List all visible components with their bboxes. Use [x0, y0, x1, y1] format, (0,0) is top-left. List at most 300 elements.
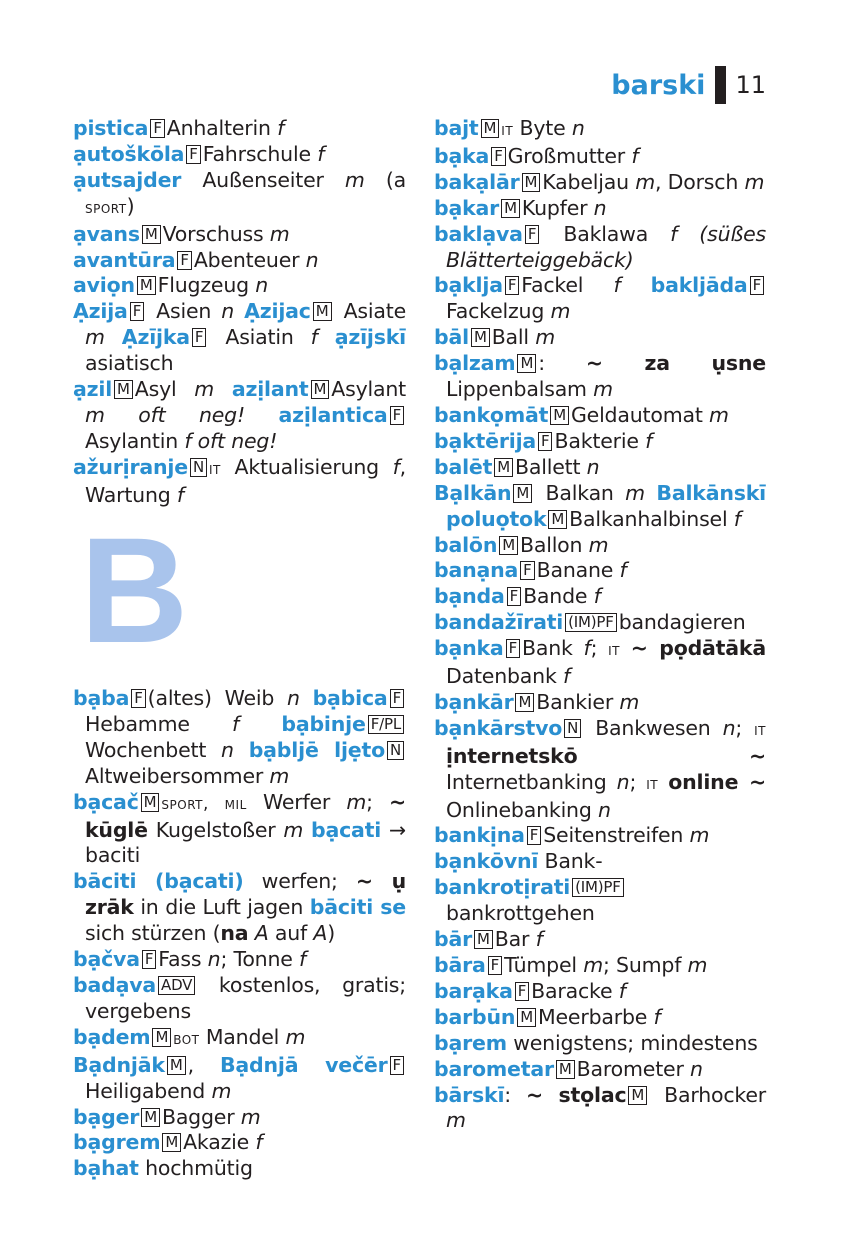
definition-text — [245, 403, 279, 427]
grammar-label: n — [593, 195, 607, 220]
definition-text: Balkan — [534, 480, 626, 505]
definition-text: Mandel — [199, 1024, 286, 1049]
definition-text: Asylant — [331, 377, 406, 402]
grammar-label: m — [593, 377, 613, 402]
definition-text: Datenbank — [446, 664, 563, 689]
dictionary-entry — [434, 1083, 766, 1135]
dictionary-entry — [73, 248, 406, 274]
definition-text: (altes) Weib — [147, 686, 287, 710]
part-of-speech-box: M — [471, 328, 490, 347]
definition-text: Anhalterin — [166, 116, 278, 140]
dictionary-entry — [434, 849, 766, 875]
definition-text: kostenlos, gratis; vergebens — [85, 972, 406, 1023]
grammar-label: m — [550, 299, 571, 324]
dictionary-entry — [73, 869, 406, 947]
definition-text — [234, 738, 249, 762]
left-column-b-entries — [73, 686, 406, 1182]
part-of-speech-box: F — [488, 956, 502, 975]
grammar-label: f — [176, 482, 184, 507]
headword: bạhat — [73, 1156, 139, 1181]
definition-text: ; — [629, 769, 647, 794]
subject-label: it — [209, 458, 221, 479]
headword: bạnkōvnī — [434, 849, 539, 874]
part-of-speech-box: F — [520, 561, 534, 580]
definition-text: Asylantin — [85, 428, 185, 453]
headword: bankrotịrati — [434, 875, 571, 900]
headword: ạzījskī — [334, 325, 406, 350]
subject-label: sport — [85, 197, 127, 218]
grammar-label: f — [733, 506, 741, 531]
definition-text: Kugelstoßer — [147, 817, 284, 842]
headword: bạklja — [434, 273, 503, 298]
headword: bạkar — [434, 195, 500, 220]
part-of-speech-box: F — [507, 587, 521, 606]
part-of-speech-box: F — [506, 639, 520, 658]
definition-text: bandagieren — [618, 610, 746, 635]
dictionary-entry — [434, 823, 766, 849]
definition-text: Internetbanking — [446, 769, 617, 794]
grammar-label: n — [286, 686, 300, 710]
grammar-label: m — [211, 1078, 232, 1103]
definition-text: Balkanhalbinsel — [569, 506, 734, 531]
headword: balōn — [434, 532, 498, 557]
headword: bāra — [434, 953, 486, 977]
definition-text: Asiate — [333, 299, 406, 324]
part-of-speech-box: F — [390, 406, 404, 425]
headword: Ạzījka — [121, 325, 190, 350]
headword: badạva — [73, 972, 157, 997]
definition-text: Barhocker — [649, 1082, 766, 1107]
part-of-speech-box: F — [525, 225, 539, 244]
part-of-speech-box: F — [390, 1056, 404, 1075]
definition-text: Bank — [522, 636, 584, 661]
headword: ạutoškōla — [73, 141, 185, 166]
definition-text: ; Tonne — [220, 947, 299, 972]
header-divider — [715, 66, 721, 104]
grammar-label: n — [221, 299, 235, 324]
grammar-label: f — [310, 325, 318, 350]
definition-text: Seitenstreifen — [543, 823, 690, 848]
grammar-label: m — [283, 817, 304, 842]
part-of-speech-box: F — [186, 145, 200, 164]
headword: bạnkār — [434, 689, 514, 714]
grammar-label: m — [269, 763, 290, 788]
headword: ạutsajder — [73, 167, 182, 192]
definition-text: : — [504, 1082, 526, 1107]
phrase: online ~ — [668, 769, 766, 794]
dictionary-entry — [434, 1031, 766, 1057]
grammar-label: m — [588, 532, 609, 557]
definition-text: Großmutter — [507, 143, 632, 168]
definition-text: Bar — [494, 927, 536, 952]
grammar-label: A — [254, 921, 269, 946]
definition-text: Bankier — [536, 689, 620, 714]
headword: Bạdnjāk — [73, 1052, 165, 1077]
grammar-label: m — [625, 480, 645, 505]
grammar-label: m — [240, 1104, 261, 1129]
definition-text: in die Luft jagen — [133, 895, 310, 920]
part-of-speech-box: F — [131, 689, 145, 708]
definition-text: Ballett — [515, 454, 587, 479]
dictionary-entry — [73, 142, 406, 168]
phrase: ~ kūglē — [85, 789, 406, 842]
definition-text: Fass — [158, 947, 208, 972]
headword: bajt — [434, 116, 479, 140]
dictionary-entry — [73, 1053, 406, 1105]
headword: bāciti se — [309, 895, 406, 920]
dictionary-entry — [434, 273, 766, 325]
dictionary-entry — [434, 116, 766, 144]
grammar-label: n — [207, 947, 221, 972]
definition-text: Wochenbett — [85, 737, 222, 762]
part-of-speech-box: (IM)PF — [572, 878, 624, 897]
dictionary-entry — [73, 1105, 406, 1131]
grammar-label: f — [583, 636, 591, 661]
part-of-speech-box: M — [499, 536, 518, 555]
part-of-speech-box: M — [137, 276, 156, 295]
dictionary-entry — [434, 953, 766, 979]
part-of-speech-box: M — [522, 173, 541, 192]
headword: ạvans — [73, 221, 140, 246]
definition-text: hochmütig — [138, 1156, 253, 1181]
dictionary-entry — [434, 403, 766, 429]
headword: bạger — [73, 1104, 140, 1129]
part-of-speech-box: M — [550, 406, 569, 425]
part-of-speech-box: M — [517, 354, 536, 373]
grammar-label: n — [305, 247, 319, 272]
right-column-entries — [434, 116, 766, 1134]
grammar-label: m — [346, 789, 367, 814]
grammar-label: m — [85, 325, 105, 350]
definition-text: ; Sumpf — [602, 953, 688, 977]
dictionary-entry — [73, 455, 406, 509]
dictionary-entry — [434, 690, 766, 716]
headword: bankọmāt — [434, 402, 549, 427]
part-of-speech-box: F — [538, 432, 552, 451]
definition-text: Ballon — [519, 532, 589, 557]
dictionary-entry — [434, 636, 766, 690]
grammar-label: f oft neg! — [184, 428, 278, 453]
headword: bārskī — [434, 1082, 505, 1107]
grammar-label: f — [593, 584, 601, 609]
definition-text: Aktualisierung — [220, 454, 393, 479]
definition-text: ) — [126, 193, 135, 218]
definition-text: Tümpel — [504, 953, 584, 977]
subject-label: it — [608, 640, 620, 661]
phrase: ~ ụ zrāk — [85, 869, 406, 920]
definition-text: Hebamme — [85, 711, 233, 736]
headword: ạzil — [73, 377, 113, 402]
definition-text — [303, 818, 311, 842]
grammar-label: m — [446, 1108, 466, 1133]
part-of-speech-box: F — [491, 147, 505, 166]
definition-text — [318, 325, 335, 349]
dictionary-entry — [434, 716, 766, 824]
part-of-speech-box: F — [177, 251, 191, 270]
headword: bạba — [73, 686, 130, 710]
headword: bạnkārstvo — [434, 715, 563, 740]
grammar-label: m — [285, 1024, 306, 1049]
grammar-label: f — [619, 558, 627, 583]
headword: Bạdnjā večēr — [220, 1052, 388, 1077]
headword: Ạzijac — [244, 299, 311, 324]
grammar-label: A — [313, 921, 328, 946]
headword: bạbinje — [281, 711, 366, 736]
definition-text: Altweibersommer — [85, 763, 270, 788]
subject-label: it — [754, 719, 766, 740]
part-of-speech-box: M — [628, 1086, 647, 1105]
dictionary-entry — [73, 1130, 406, 1156]
definition-text: Bank- — [538, 849, 603, 874]
dictionary-entry — [73, 790, 406, 870]
subject-label: sport, mil — [161, 793, 247, 814]
definition-text: Asyl — [134, 377, 195, 402]
dictionary-entry — [73, 116, 406, 142]
grammar-label: f — [317, 141, 325, 166]
dictionary-entry — [73, 947, 406, 973]
definition-text: Flugzeug — [157, 273, 256, 298]
dictionary-entry — [73, 686, 406, 790]
grammar-label: m — [687, 953, 708, 977]
dictionary-entry — [73, 1025, 406, 1053]
grammar-label: n — [616, 769, 630, 794]
grammar-label: f — [277, 116, 285, 140]
headword: bār — [434, 927, 473, 952]
headword: bạlzam — [434, 351, 516, 376]
definition-text: Bakterie — [554, 428, 646, 453]
dictionary-entry — [73, 377, 406, 455]
grammar-label: f — [631, 143, 639, 168]
part-of-speech-box: M — [515, 693, 534, 712]
definition-text: Heiligabend — [85, 1078, 212, 1103]
grammar-label: m — [619, 689, 640, 714]
part-of-speech-box: M — [311, 380, 330, 399]
dictionary-entry — [434, 429, 766, 455]
grammar-label: f — [535, 927, 543, 952]
dictionary-entry — [73, 1156, 406, 1182]
headword: bakạlār — [434, 169, 520, 194]
headword: barạka — [434, 978, 513, 1003]
definition-text: , — [187, 1052, 220, 1077]
definition-text — [214, 377, 232, 401]
headword: baklạva — [434, 221, 523, 246]
definition-text: , Dorsch — [655, 169, 745, 194]
dictionary-entry — [434, 584, 766, 610]
phrase: ịnternetskō ~ — [446, 743, 766, 768]
guide-word: barski — [611, 69, 706, 101]
part-of-speech-box: F — [142, 950, 156, 969]
headword: avantūra — [73, 247, 176, 272]
grammar-label: n — [255, 273, 269, 298]
definition-text: Außenseiter — [181, 167, 345, 192]
definition-text: Ball — [491, 325, 536, 350]
part-of-speech-box: F — [150, 119, 164, 138]
part-of-speech-box: N — [564, 719, 581, 738]
definition-text: Bankwesen — [583, 715, 723, 740]
part-of-speech-box: F — [390, 689, 404, 708]
grammar-label: n — [690, 1056, 703, 1081]
definition-text — [620, 636, 631, 660]
headword: ažurịranje — [73, 454, 188, 479]
dictionary-entry — [73, 973, 406, 1025]
headword: barometar — [434, 1056, 554, 1081]
definition-text: Abenteuer — [193, 247, 306, 272]
part-of-speech-box: N — [190, 458, 207, 477]
definition-text: ; — [590, 636, 609, 661]
definition-text: auf — [268, 921, 314, 946]
part-of-speech-box: N — [387, 741, 404, 760]
page-header — [611, 66, 766, 104]
grammar-label: m — [709, 402, 729, 427]
definition-text: Geldautomat — [570, 402, 709, 427]
part-of-speech-box: M — [142, 225, 161, 244]
headword: bakljāda — [650, 273, 748, 298]
dictionary-entry — [434, 144, 766, 170]
definition-text: : — [538, 351, 586, 376]
subject-label: it — [501, 120, 514, 140]
grammar-label: m — [635, 169, 656, 194]
headword: bạgrem — [73, 1130, 161, 1155]
definition-text: Fackelzug — [446, 299, 551, 324]
headword: banạna — [434, 558, 519, 583]
definition-text: Vorschuss — [162, 221, 270, 246]
definition-text: Fahrschule — [202, 141, 318, 166]
grammar-label: m — [269, 221, 290, 246]
headword: Balkānskī poluọtok — [446, 480, 766, 531]
subject-label: it — [646, 773, 659, 794]
part-of-speech-box: F — [750, 276, 764, 295]
headword: bạdem — [73, 1024, 151, 1049]
definition-text: Fackel — [521, 273, 614, 298]
definition-text — [234, 299, 244, 323]
definition-text: Akazie — [183, 1130, 256, 1155]
dictionary-entry — [434, 325, 766, 351]
headword: Bạlkān — [434, 480, 512, 505]
part-of-speech-box: (IM)PF — [565, 613, 617, 632]
headword: balēt — [434, 454, 493, 479]
definition-text: Baklawa — [541, 221, 671, 246]
dictionary-entry — [434, 927, 766, 953]
part-of-speech-box: M — [141, 793, 160, 812]
dictionary-entry — [434, 1057, 766, 1083]
part-of-speech-box: M — [474, 930, 493, 949]
definition-text: Bande — [523, 584, 594, 609]
dictionary-entry — [434, 979, 766, 1005]
definition-text — [658, 770, 668, 794]
definition-text — [620, 273, 650, 297]
dictionary-entry — [73, 168, 406, 222]
part-of-speech-box: M — [313, 302, 332, 321]
definition-text — [105, 325, 122, 349]
headword: Ạzija — [73, 299, 128, 324]
grammar-label: m oft neg! — [85, 402, 245, 427]
headword: bạbica — [312, 686, 388, 710]
phrase: ~ pọdātākā — [630, 636, 766, 661]
headword: azịlant — [231, 377, 309, 402]
definition-text: → baciti — [85, 817, 406, 868]
headword: bạnda — [434, 584, 505, 609]
definition-text: ; — [366, 789, 390, 814]
grammar-label: n — [597, 797, 611, 822]
headword: bankịna — [434, 823, 525, 848]
grammar-label: n — [221, 737, 234, 762]
part-of-speech-box: M — [513, 484, 532, 503]
grammar-label: f — [562, 664, 570, 689]
definition-text: Banane — [536, 558, 620, 583]
grammar-label: n — [571, 116, 585, 140]
grammar-label: f — [613, 273, 621, 298]
definition-text: Baracke — [531, 978, 619, 1003]
definition-text: werfen; — [243, 869, 356, 894]
dictionary-entry — [434, 170, 766, 196]
dictionary-entry — [434, 875, 766, 927]
part-of-speech-box: ADV — [158, 976, 195, 995]
grammar-label: f — [298, 947, 307, 972]
grammar-label: f — [232, 711, 240, 736]
definition-text: sich stürzen ( — [85, 921, 221, 946]
part-of-speech-box: M — [141, 1108, 160, 1127]
headword: aviọn — [73, 273, 135, 298]
grammar-label: f (süßes Blätterteiggebäck) — [446, 221, 766, 272]
dictionary-entry — [434, 351, 766, 403]
dictionary-entry — [73, 222, 406, 248]
headword: azịlantica — [278, 402, 388, 427]
part-of-speech-box: M — [501, 199, 520, 218]
dictionary-entry — [434, 1005, 766, 1031]
headword: bạbljē ljẹto — [248, 737, 385, 762]
dictionary-entry — [434, 558, 766, 584]
subject-label: bot — [173, 1028, 200, 1049]
grammar-label: f — [392, 454, 400, 479]
part-of-speech-box: M — [114, 380, 133, 399]
grammar-label: f — [653, 1004, 661, 1029]
dictionary-entry — [434, 222, 766, 274]
part-of-speech-box: F — [527, 826, 541, 845]
grammar-label: m — [583, 953, 603, 977]
definition-text — [645, 481, 656, 505]
left-column-entries — [73, 116, 406, 509]
definition-text: Byte — [513, 116, 572, 140]
headword: bandažīrati — [434, 610, 564, 635]
grammar-label: m — [744, 169, 765, 194]
grammar-label: f — [618, 978, 626, 1003]
headword: bạcač — [73, 789, 139, 814]
headword: bạnka — [434, 636, 504, 661]
part-of-speech-box: M — [152, 1028, 171, 1047]
headword: bāciti (bạcati) — [73, 869, 244, 894]
definition-text: ; — [735, 715, 755, 740]
grammar-label: m — [194, 377, 215, 402]
grammar-label: n — [586, 454, 600, 479]
page-number: 11 — [735, 71, 766, 99]
definition-text: ) — [327, 921, 336, 946]
section-letter: B — [80, 506, 189, 674]
definition-text: Bagger — [161, 1104, 241, 1129]
dictionary-entry — [434, 533, 766, 559]
part-of-speech-box: M — [556, 1060, 575, 1079]
part-of-speech-box: F — [192, 328, 206, 347]
headword: bạrem — [434, 1030, 507, 1055]
definition-text: bankrottgehen — [446, 901, 595, 926]
part-of-speech-box: M — [167, 1056, 186, 1075]
definition-text — [300, 686, 313, 710]
grammar-label: f — [255, 1130, 263, 1155]
phrase: na — [220, 921, 249, 946]
part-of-speech-box: F — [505, 276, 519, 295]
dictionary-entry — [434, 196, 766, 222]
dictionary-entry — [434, 481, 766, 533]
grammar-label: m — [689, 823, 710, 848]
